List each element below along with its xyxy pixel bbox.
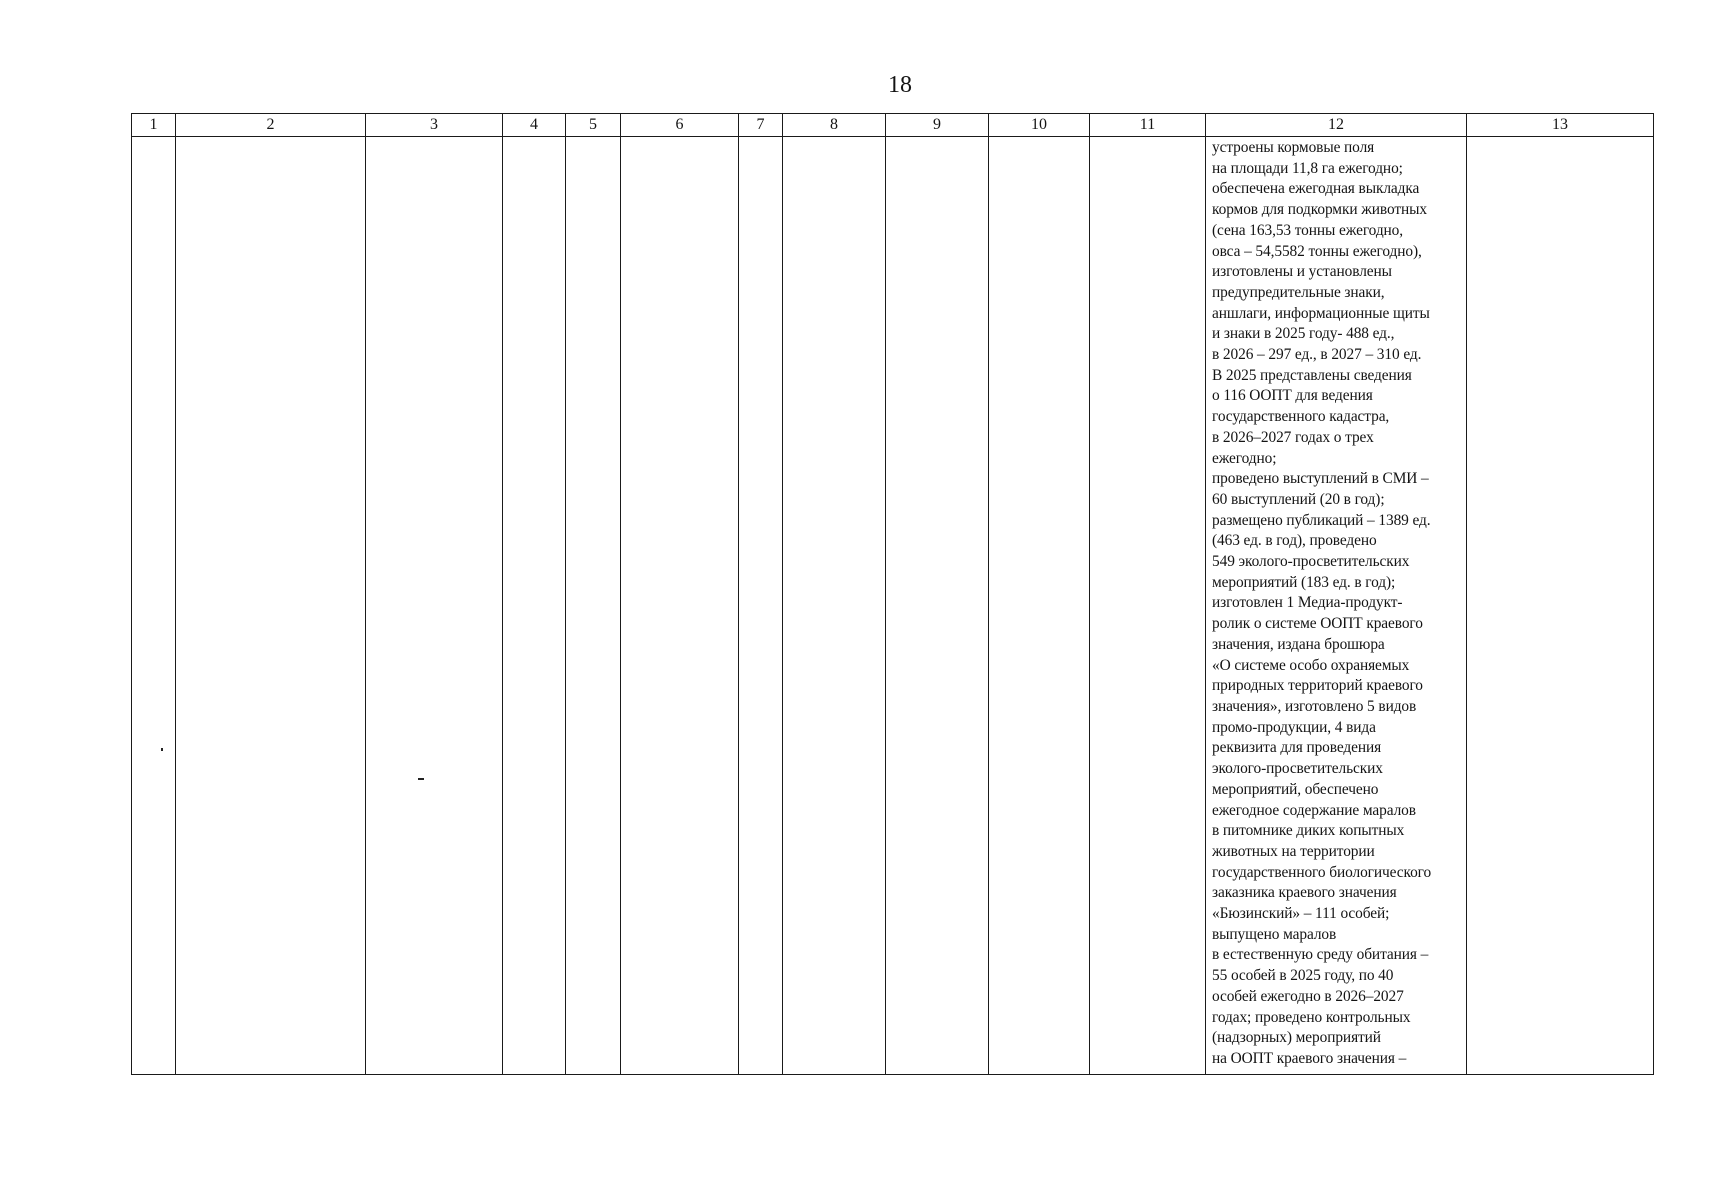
- table-cell-col13: [1467, 137, 1654, 1075]
- column-header-9: 9: [886, 114, 989, 137]
- text-line: годах; проведено контрольных: [1212, 1008, 1411, 1026]
- column-header-2: 2: [176, 114, 366, 137]
- column-header-7: 7: [739, 114, 783, 137]
- text-line: В 2025 представлены сведения: [1212, 366, 1412, 384]
- text-line: о 116 ООПТ для ведения: [1212, 387, 1373, 405]
- text-line: значения», изготовлено 5 видов: [1212, 697, 1417, 715]
- scan-speck: [418, 778, 424, 780]
- table-cell-col4: [503, 137, 566, 1075]
- text-line: обеспечена ежегодная выкладка: [1212, 180, 1420, 198]
- text-line: устроены кормовые поля: [1212, 139, 1375, 156]
- column-12-text: [1206, 137, 1466, 1070]
- column-header-3: 3: [366, 114, 503, 137]
- table-cell-col7: [739, 137, 783, 1075]
- text-line: изготовлен 1 Медиа-продукт-: [1212, 594, 1403, 612]
- table-cell-col6: [621, 137, 739, 1075]
- text-line: изготовлены и установлены: [1212, 263, 1392, 281]
- column-header-10: 10: [989, 114, 1090, 137]
- scan-speck: [161, 748, 163, 751]
- text-line: в 2026–2027 годах о трех: [1212, 428, 1374, 446]
- column-header-5: 5: [566, 114, 621, 137]
- text-line: особей ежегодно в 2026–2027: [1212, 987, 1404, 1005]
- text-line: заказника краевого значения: [1212, 884, 1397, 902]
- table-cell-col5: [566, 137, 621, 1075]
- text-line: аншлаги, информационные щиты: [1212, 304, 1430, 322]
- text-line: «О системе особо охраняемых: [1212, 656, 1410, 674]
- text-line: значения, издана брошюра: [1212, 635, 1385, 653]
- text-line: животных на территории: [1212, 842, 1375, 860]
- text-line: реквизита для проведения: [1212, 739, 1382, 757]
- column-header-6: 6: [621, 114, 739, 137]
- text-line: кормов для подкормки животных: [1212, 201, 1427, 219]
- report-table: [131, 113, 1653, 1075]
- table-cell-col12: [1206, 137, 1467, 1075]
- text-line: 60 выступлений (20 в год);: [1212, 490, 1385, 508]
- text-line: ежегодно;: [1212, 449, 1277, 467]
- text-line: «Бюзинский» – 111 особей;: [1212, 905, 1390, 923]
- table-cell-col2: [176, 137, 366, 1075]
- text-line: размещено публикаций – 1389 ед.: [1212, 511, 1431, 529]
- text-line: промо-продукции, 4 вида: [1212, 718, 1376, 736]
- text-line: ежегодное содержание маралов: [1212, 801, 1416, 819]
- text-line: выпущено маралов: [1212, 925, 1337, 943]
- text-line: государственного кадастра,: [1212, 408, 1390, 426]
- text-line: проведено выступлений в СМИ –: [1212, 470, 1429, 488]
- text-line: (сена 163,53 тонны ежегодно,: [1212, 221, 1404, 239]
- text-line: овса – 54,5582 тонны ежегодно),: [1212, 242, 1422, 260]
- header-row: [132, 114, 1654, 137]
- table-cell-col8: [783, 137, 886, 1075]
- text-line: в 2026 – 297 ед., в 2027 – 310 ед.: [1212, 346, 1422, 364]
- text-line: в естественную среду обитания –: [1212, 946, 1429, 964]
- page-number: 18: [888, 72, 912, 98]
- column-header-11: 11: [1090, 114, 1206, 137]
- text-line: (463 ед. в год), проведено: [1212, 532, 1377, 550]
- text-line: мероприятий, обеспечено: [1212, 780, 1379, 798]
- column-header-12: 12: [1206, 114, 1467, 137]
- text-line: предупредительные знаки,: [1212, 283, 1385, 301]
- text-line: мероприятий (183 ед. в год);: [1212, 573, 1396, 591]
- text-line: государственного биологического: [1212, 863, 1432, 881]
- table-cell-col10: [989, 137, 1090, 1075]
- text-line: ролик о системе ООПТ краевого: [1212, 615, 1423, 633]
- column-header-4: 4: [503, 114, 566, 137]
- text-line: (надзорных) мероприятий: [1212, 1029, 1381, 1047]
- text-line: на ООПТ краевого значения –: [1212, 1049, 1407, 1067]
- table-cell-col9: [886, 137, 989, 1075]
- text-line: на площади 11,8 га ежегодно;: [1212, 159, 1403, 177]
- text-line: 55 особей в 2025 году, по 40: [1212, 967, 1394, 985]
- text-line: природных территорий краевого: [1212, 677, 1423, 695]
- table-cell-col3: [366, 137, 503, 1075]
- column-header-8: 8: [783, 114, 886, 137]
- text-line: в питомнике диких копытных: [1212, 822, 1405, 840]
- text-line: и знаки в 2025 году- 488 ед.,: [1212, 325, 1395, 343]
- column-header-1: 1: [132, 114, 176, 137]
- text-line: эколого-просветительских: [1212, 760, 1383, 778]
- text-line: 549 эколого-просветительских: [1212, 553, 1410, 571]
- table-cell-col11: [1090, 137, 1206, 1075]
- table-row: [132, 137, 1654, 1075]
- column-header-13: 13: [1467, 114, 1654, 137]
- table-cell-col1: [132, 137, 176, 1075]
